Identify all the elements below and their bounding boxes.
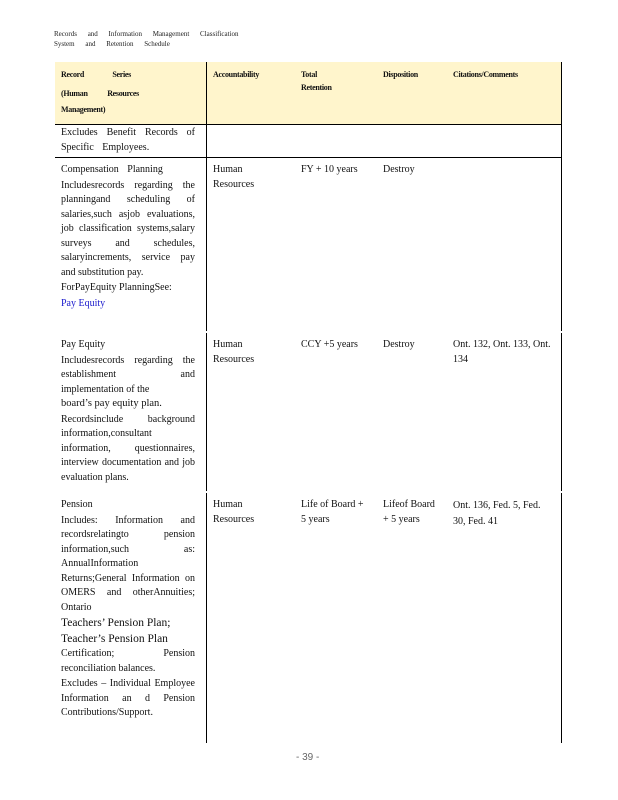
table-right-border — [561, 125, 562, 157]
header-record-series-word: Resources — [107, 89, 139, 98]
total-retention-cell: Life of Board + 5 years — [301, 499, 364, 525]
citations-cell: Ont. 132, Ont. 133, Ont. 134 — [453, 339, 551, 365]
page-number: - 39 - — [296, 752, 320, 763]
header-record-series-word: Management) — [61, 105, 106, 114]
record-description: Recordsinclude background information,consultant information, questionnaires, interview documentation and job evaluation plans. — [61, 413, 195, 483]
accountability-line: Resources — [213, 513, 255, 525]
accountability-line: Human — [213, 164, 243, 175]
table-right-border — [561, 493, 562, 743]
column-divider — [206, 125, 207, 157]
column-divider — [206, 333, 207, 491]
header-total-retention-line: Total — [301, 70, 317, 79]
header-citations: Citations/Comments — [453, 70, 518, 79]
accountability-line: Human — [213, 339, 243, 350]
disposition-cell: Lifeof Board + 5 years — [383, 499, 435, 525]
accountability-line: Human — [213, 499, 243, 510]
record-series-cell — [61, 338, 195, 485]
header-total-retention — [301, 68, 341, 94]
record-excludes: Excludes – Individual Employee Information an d Pension Contributions/Support. — [61, 678, 195, 718]
header-record-series-word: Record — [61, 70, 85, 79]
record-description: Includesrecords regarding the planningand scheduling of salaries,such asjob evaluations, job classification systems,salary surveys and schedules, salaryincrements, service pay and substitution pay. — [61, 179, 195, 278]
header-disposition: Disposition — [383, 70, 418, 79]
table-row — [55, 493, 562, 743]
record-description: Teacher’s Pension Plan — [61, 633, 168, 645]
header-record-series — [61, 68, 191, 116]
table-row-continuation — [55, 125, 562, 158]
record-title: Compensation Planning — [61, 164, 163, 175]
table-row — [55, 333, 562, 493]
header-total-retention-line: Retention — [301, 83, 332, 92]
record-description: Includesrecords regarding the establishment and implementation of the — [61, 354, 195, 395]
record-series-cell: Excludes Benefit Records of Specific Employees. — [61, 127, 195, 153]
record-series-cell — [61, 498, 195, 721]
accountability-cell — [213, 163, 293, 192]
table-right-border — [561, 62, 562, 124]
record-description: Certification; Pension reconciliation balances. — [61, 648, 195, 674]
record-description: Teachers’ Pension Plan; — [61, 617, 171, 629]
disposition-cell: Destroy — [383, 164, 415, 175]
column-divider — [206, 158, 207, 331]
document-header-line-1: Records and Information Management Classification — [54, 30, 239, 38]
accountability-cell — [213, 338, 293, 367]
record-see-also: ForPayEquity PlanningSee: — [61, 282, 172, 293]
header-record-series-word: (Human — [61, 89, 88, 98]
column-divider — [206, 493, 207, 743]
citations-cell: Ont. 136, Fed. 5, Fed. 30, Fed. 41 — [453, 500, 541, 527]
record-description: Includes: Information and recordsrelatingto pension information,such as: AnnualInformation Returns;General Information on OMERS and otherAnnuities; Ontario — [61, 514, 195, 613]
record-series-cell — [61, 163, 195, 311]
total-retention-cell: CCY +5 years — [301, 339, 358, 350]
document-header — [54, 29, 239, 49]
retention-schedule-table — [55, 62, 562, 743]
record-title: Pay Equity — [61, 339, 106, 350]
table-header-row — [55, 62, 562, 125]
document-header-line-2: System and Retention Schedule — [54, 40, 170, 48]
accountability-line: Resources — [213, 353, 255, 365]
pay-equity-link[interactable]: Pay Equity — [61, 297, 106, 309]
table-row — [55, 158, 562, 333]
record-description: board’s pay equity plan. — [61, 398, 162, 409]
table-right-border — [561, 333, 562, 491]
total-retention-cell: FY + 10 years — [301, 164, 358, 175]
accountability-line: Resources — [213, 178, 255, 190]
table-right-border — [561, 158, 562, 331]
record-title: Pension — [61, 499, 93, 510]
header-record-series-word: Series — [112, 70, 131, 79]
header-accountability: Accountability — [213, 70, 260, 79]
disposition-cell: Destroy — [383, 339, 415, 350]
column-divider — [206, 62, 207, 124]
accountability-cell — [213, 498, 293, 527]
